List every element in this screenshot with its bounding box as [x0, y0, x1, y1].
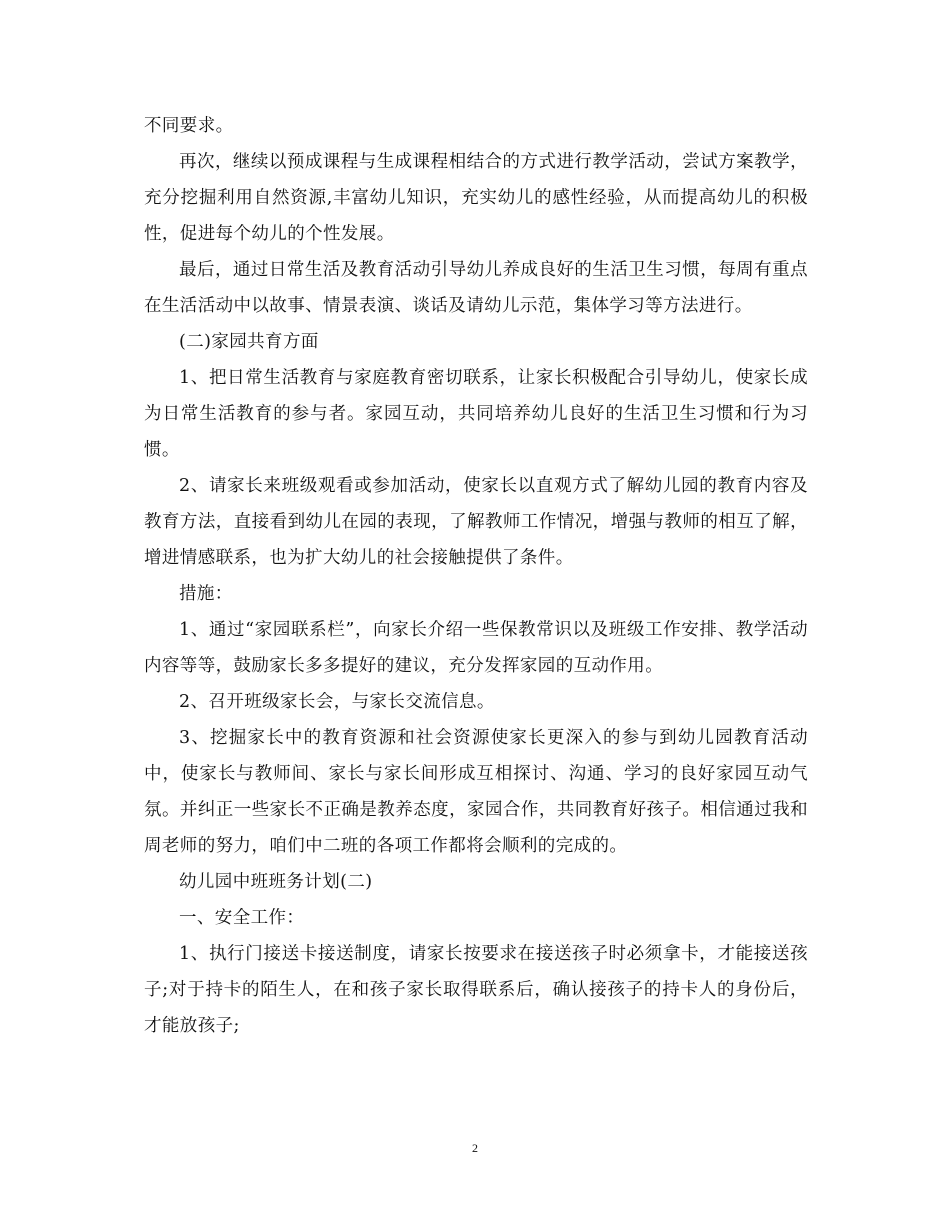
section-heading-home-school: (二)家园共育方面 [179, 332, 319, 352]
paragraph-9: 2、召开班级家长会，与家长交流信息。 [179, 692, 495, 712]
paragraph-6: 2、请家长来班级观看或参加活动，使家长以直观方式了解幼儿园的教育内容及教育方法，直接看到幼儿在园的表现，了解教师工作情况，增强与教师的相互了解，增进情感联系，也为扩大幼儿的社会接触提供了条件。 [144, 476, 808, 568]
paragraph-2: 再次，继续以预成课程与生成课程相结合的方式进行教学活动，尝试方案教学，充分挖掘利用自然资源,丰富幼儿知识，充实幼儿的感性经验，从而提高幼儿的积极性，促进每个幼儿的个性发展。 [144, 152, 808, 244]
plan-title: 幼儿园中班班务计划(二) [179, 872, 373, 892]
measures-heading: 措施： [179, 584, 233, 604]
paragraph-13: 1、执行门接送卡接送制度，请家长按要求在接送孩子时必须拿卡，才能接送孩子;对于持卡的陌生人，在和孩子家长取得联系后，确认接孩子的持卡人的身份后，才能放孩子; [144, 944, 808, 1036]
page-number: 2 [472, 1141, 478, 1155]
paragraph-3: 最后，通过日常生活及教育活动引导幼儿养成良好的生活卫生习惯，每周有重点在生活活动中以故事、情景表演、谈话及请幼儿示范，集体学习等方法进行。 [144, 260, 808, 316]
safety-heading: 一、安全工作： [179, 908, 305, 928]
paragraph-1: 不同要求。 [144, 116, 234, 136]
paragraph-5: 1、把日常生活教育与家庭教育密切联系，让家长积极配合引导幼儿，使家长成为日常生活教育的参与者。家园互动，共同培养幼儿良好的生活卫生习惯和行为习惯。 [144, 368, 808, 460]
paragraph-8: 1、通过“家园联系栏”，向家长介绍一些保教常识以及班级工作安排、教学活动内容等等，鼓励家长多多提好的建议，充分发挥家园的互动作用。 [144, 620, 808, 676]
paragraph-10: 3、挖掘家长中的教育资源和社会资源使家长更深入的参与到幼儿园教育活动中，使家长与教师间、家长与家长间形成互相探讨、沟通、学习的良好家园互动气氛。并纠正一些家长不正确是教养态度，家园合作，共同教育好孩子。相信通过我和周老师的努力，咱们中二班的各项工作都将会顺利的完成的。 [144, 728, 808, 856]
document-body [144, 108, 808, 1044]
